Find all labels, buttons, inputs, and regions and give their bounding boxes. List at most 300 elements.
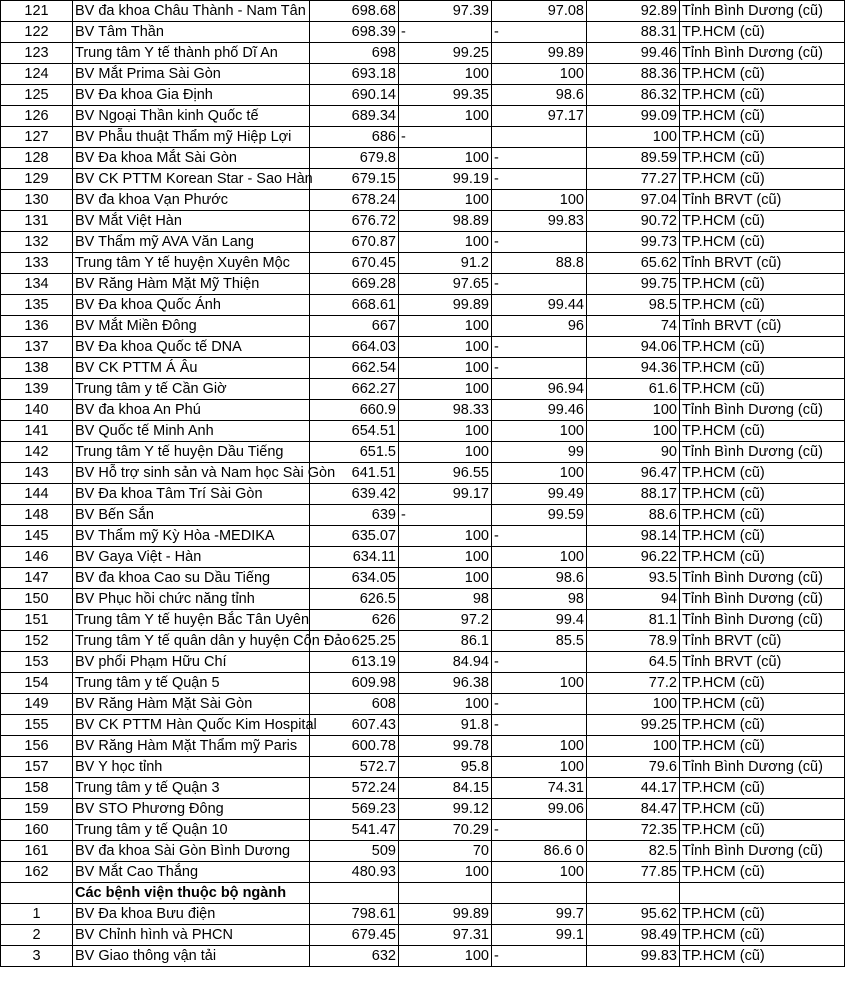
cell-score-3: 44.17 (587, 778, 680, 799)
cell-province: TP.HCM (cũ) (680, 715, 845, 736)
cell-hospital-name: Trung tâm Y tế huyện Dầu Tiếng (73, 442, 310, 463)
cell-row-number: 154 (1, 673, 73, 694)
cell-score-2: 85.5 (492, 631, 587, 652)
table-row (1, 610, 845, 631)
cell-score-3: 99.83 (587, 946, 680, 967)
cell-score-1: 100 (399, 232, 492, 253)
cell-hospital-name: BV Thẩm mỹ AVA Văn Lang (73, 232, 310, 253)
cell-province: TP.HCM (cũ) (680, 127, 845, 148)
cell-score-1: 95.8 (399, 757, 492, 778)
cell-score-3: 82.5 (587, 841, 680, 862)
cell-province: TP.HCM (cũ) (680, 862, 845, 883)
cell-score-2: - (492, 652, 587, 673)
cell-hospital-name: BV Mắt Việt Hàn (73, 211, 310, 232)
cell-score-3: 84.47 (587, 799, 680, 820)
cell-total-score: 698.68 (310, 1, 399, 22)
cell-hospital-name: BV phổi Phạm Hữu Chí (73, 652, 310, 673)
cell-hospital-name: BV Đa khoa Gia Định (73, 85, 310, 106)
cell-score-2: 100 (492, 862, 587, 883)
cell-hospital-name: BV Phục hồi chức năng tỉnh (73, 589, 310, 610)
cell-province: TP.HCM (cũ) (680, 799, 845, 820)
cell-row-number: 132 (1, 232, 73, 253)
cell-province: TP.HCM (cũ) (680, 169, 845, 190)
table-row (1, 799, 845, 820)
cell-province: TP.HCM (cũ) (680, 232, 845, 253)
cell-total-score: 798.61 (310, 904, 399, 925)
cell-score-2: - (492, 358, 587, 379)
cell-hospital-name: BV Phẫu thuật Thẩm mỹ Hiệp Lợi (73, 127, 310, 148)
cell-total-score: 654.51 (310, 421, 399, 442)
cell-score-1: 99.89 (399, 295, 492, 316)
table-row (1, 505, 845, 526)
cell-score-1: 98 (399, 589, 492, 610)
cell-score-3: 100 (587, 400, 680, 421)
cell-row-number: 136 (1, 316, 73, 337)
cell-province: TP.HCM (cũ) (680, 736, 845, 757)
cell-province: Tỉnh BRVT (cũ) (680, 316, 845, 337)
table-row (1, 148, 845, 169)
cell-score-2: 100 (492, 421, 587, 442)
cell-province: Tỉnh Bình Dương (cũ) (680, 841, 845, 862)
cell-row-number: 156 (1, 736, 73, 757)
cell-row-number: 140 (1, 400, 73, 421)
cell-score-1: 97.31 (399, 925, 492, 946)
cell-province: TP.HCM (cũ) (680, 694, 845, 715)
cell-score-3: 88.17 (587, 484, 680, 505)
cell-score-1: 100 (399, 148, 492, 169)
cell-province: TP.HCM (cũ) (680, 547, 845, 568)
cell-hospital-name: BV đa khoa An Phú (73, 400, 310, 421)
cell-score-2: 98.6 (492, 85, 587, 106)
table-row (1, 673, 845, 694)
cell-total-score: 572.24 (310, 778, 399, 799)
cell-row-number: 3 (1, 946, 73, 967)
table-row (1, 253, 845, 274)
cell-score-1: 96.55 (399, 463, 492, 484)
cell-score-3: 93.5 (587, 568, 680, 589)
table-row (1, 715, 845, 736)
cell-score-2: 100 (492, 463, 587, 484)
cell-total-score: 641.51 (310, 463, 399, 484)
cell-hospital-name: Trung tâm Y tế thành phố Dĩ An (73, 43, 310, 64)
cell-score-2: 99 (492, 442, 587, 463)
table-row (1, 64, 845, 85)
cell-hospital-name: BV Đa khoa Quốc tế DNA (73, 337, 310, 358)
cell-row-number: 139 (1, 379, 73, 400)
cell-hospital-name: BV STO Phương Đông (73, 799, 310, 820)
cell-score-2: 97.17 (492, 106, 587, 127)
cell-score-2: 99.1 (492, 925, 587, 946)
cell-row-number: 127 (1, 127, 73, 148)
cell-score-3: 99.09 (587, 106, 680, 127)
cell-score-3: 88.36 (587, 64, 680, 85)
cell-total-score: 670.45 (310, 253, 399, 274)
cell-score-3: 99.46 (587, 43, 680, 64)
cell-score-3: 64.5 (587, 652, 680, 673)
table-row (1, 295, 845, 316)
cell-score-2: 99.06 (492, 799, 587, 820)
cell-hospital-name: BV Chỉnh hình và PHCN (73, 925, 310, 946)
cell-total-score: 678.24 (310, 190, 399, 211)
cell-row-number: 145 (1, 526, 73, 547)
cell-score-1: - (399, 22, 492, 43)
cell-hospital-name: Trung tâm Y tế quân dân y huyện Côn Đảo (73, 631, 310, 652)
cell-row-number: 135 (1, 295, 73, 316)
cell-total-score: 608 (310, 694, 399, 715)
cell-row-number: 124 (1, 64, 73, 85)
cell-score-3: 77.85 (587, 862, 680, 883)
cell-score-2: 100 (492, 736, 587, 757)
cell-score-3: 94.06 (587, 337, 680, 358)
cell-hospital-name: BV CK PTTM Hàn Quốc Kim Hospital (73, 715, 310, 736)
cell-hospital-name: BV đa khoa Sài Gòn Bình Dương (73, 841, 310, 862)
cell-score-1: 99.25 (399, 43, 492, 64)
cell-score-2: 100 (492, 547, 587, 568)
cell-score-2: 100 (492, 190, 587, 211)
cell-score-3: 98.5 (587, 295, 680, 316)
cell-hospital-name: BV Giao thông vận tải (73, 946, 310, 967)
cell-score-2: 98 (492, 589, 587, 610)
cell-row-number: 160 (1, 820, 73, 841)
cell-province: Tỉnh BRVT (cũ) (680, 190, 845, 211)
cell-score-2: 96 (492, 316, 587, 337)
cell-score-3: 95.62 (587, 904, 680, 925)
cell-score-3: 100 (587, 694, 680, 715)
cell-row-number: 150 (1, 589, 73, 610)
cell-province: TP.HCM (cũ) (680, 778, 845, 799)
table-row (1, 85, 845, 106)
cell-score-3: 72.35 (587, 820, 680, 841)
cell-score-1: 100 (399, 421, 492, 442)
cell-total-score: 634.05 (310, 568, 399, 589)
table-row (1, 232, 845, 253)
cell-row-number: 134 (1, 274, 73, 295)
table-row (1, 169, 845, 190)
cell-score-2: - (492, 946, 587, 967)
table-row (1, 652, 845, 673)
table-row (1, 547, 845, 568)
cell-score-2: - (492, 148, 587, 169)
section-header-row (1, 883, 845, 904)
cell-hospital-name: BV đa khoa Châu Thành - Nam Tân (73, 1, 310, 22)
cell-hospital-name: BV CK PTTM Á Âu (73, 358, 310, 379)
cell-score-3: 81.1 (587, 610, 680, 631)
cell-score-2: 99.46 (492, 400, 587, 421)
table-row (1, 841, 845, 862)
cell-score-1: 100 (399, 526, 492, 547)
cell-row-number: 149 (1, 694, 73, 715)
table-row (1, 316, 845, 337)
table-row (1, 463, 845, 484)
cell-score-3: 88.6 (587, 505, 680, 526)
cell-row-number: 131 (1, 211, 73, 232)
cell-score-3: 88.31 (587, 22, 680, 43)
table-row (1, 190, 845, 211)
cell-province: TP.HCM (cũ) (680, 925, 845, 946)
cell-row-number: 2 (1, 925, 73, 946)
cell-score-2: 99.59 (492, 505, 587, 526)
cell-score-1: 97.39 (399, 1, 492, 22)
cell-hospital-name: BV đa khoa Cao su Dầu Tiếng (73, 568, 310, 589)
empty-cell (492, 883, 587, 904)
cell-score-2: 99.49 (492, 484, 587, 505)
cell-row-number: 141 (1, 421, 73, 442)
cell-score-3: 99.75 (587, 274, 680, 295)
cell-hospital-name: BV Đa khoa Mắt Sài Gòn (73, 148, 310, 169)
cell-score-2: 100 (492, 64, 587, 85)
cell-score-2: 100 (492, 673, 587, 694)
table-row (1, 379, 845, 400)
cell-hospital-name: BV CK PTTM Korean Star - Sao Hàn (73, 169, 310, 190)
cell-total-score: 607.43 (310, 715, 399, 736)
table-row (1, 484, 845, 505)
cell-score-3: 61.6 (587, 379, 680, 400)
cell-score-2: 96.94 (492, 379, 587, 400)
cell-total-score: 572.7 (310, 757, 399, 778)
cell-score-3: 100 (587, 736, 680, 757)
cell-score-3: 65.62 (587, 253, 680, 274)
cell-score-1: 84.15 (399, 778, 492, 799)
cell-score-1: 91.2 (399, 253, 492, 274)
cell-score-3: 90 (587, 442, 680, 463)
cell-province: Tỉnh BRVT (cũ) (680, 631, 845, 652)
cell-hospital-name: BV Răng Hàm Mặt Mỹ Thiện (73, 274, 310, 295)
cell-total-score: 625.25 (310, 631, 399, 652)
table-row (1, 400, 845, 421)
cell-hospital-name: BV Đa khoa Bưu điện (73, 904, 310, 925)
cell-total-score: 541.47 (310, 820, 399, 841)
cell-row-number: 159 (1, 799, 73, 820)
cell-row-number: 152 (1, 631, 73, 652)
cell-province: TP.HCM (cũ) (680, 673, 845, 694)
table-row (1, 631, 845, 652)
cell-score-1: - (399, 505, 492, 526)
cell-score-2 (492, 127, 587, 148)
table-row (1, 127, 845, 148)
cell-hospital-name: BV đa khoa Vạn Phước (73, 190, 310, 211)
cell-total-score: 662.54 (310, 358, 399, 379)
cell-row-number: 162 (1, 862, 73, 883)
cell-total-score: 480.93 (310, 862, 399, 883)
cell-score-3: 90.72 (587, 211, 680, 232)
cell-score-1: 100 (399, 64, 492, 85)
cell-score-2: 99.44 (492, 295, 587, 316)
cell-row-number: 155 (1, 715, 73, 736)
cell-total-score: 689.34 (310, 106, 399, 127)
empty-cell (399, 883, 492, 904)
table-row (1, 904, 845, 925)
cell-province: TP.HCM (cũ) (680, 274, 845, 295)
table-row (1, 778, 845, 799)
cell-score-1: 99.12 (399, 799, 492, 820)
cell-score-2: - (492, 715, 587, 736)
cell-hospital-name: BV Mắt Miền Đông (73, 316, 310, 337)
cell-hospital-name: BV Răng Hàm Mặt Thẩm mỹ Paris (73, 736, 310, 757)
cell-province: TP.HCM (cũ) (680, 358, 845, 379)
cell-score-1: 100 (399, 106, 492, 127)
cell-score-1: 98.89 (399, 211, 492, 232)
cell-province: Tỉnh Bình Dương (cũ) (680, 442, 845, 463)
cell-hospital-name: BV Y học tỉnh (73, 757, 310, 778)
cell-row-number: 1 (1, 904, 73, 925)
cell-total-score: 635.07 (310, 526, 399, 547)
cell-score-3: 92.89 (587, 1, 680, 22)
cell-total-score: 613.19 (310, 652, 399, 673)
cell-province: Tỉnh Bình Dương (cũ) (680, 610, 845, 631)
cell-province: TP.HCM (cũ) (680, 526, 845, 547)
cell-score-3: 78.9 (587, 631, 680, 652)
cell-total-score: 639 (310, 505, 399, 526)
cell-total-score: 698 (310, 43, 399, 64)
cell-total-score: 670.87 (310, 232, 399, 253)
table-row (1, 337, 845, 358)
cell-province: TP.HCM (cũ) (680, 463, 845, 484)
cell-province: TP.HCM (cũ) (680, 211, 845, 232)
cell-hospital-name: BV Đa khoa Tâm Trí Sài Gòn (73, 484, 310, 505)
cell-score-1: 99.35 (399, 85, 492, 106)
cell-province: TP.HCM (cũ) (680, 295, 845, 316)
cell-score-1: 96.38 (399, 673, 492, 694)
cell-score-1: 99.19 (399, 169, 492, 190)
cell-score-3: 74 (587, 316, 680, 337)
cell-total-score: 662.27 (310, 379, 399, 400)
cell-hospital-name: Trung tâm Y tế huyện Xuyên Mộc (73, 253, 310, 274)
cell-province: Tỉnh BRVT (cũ) (680, 253, 845, 274)
cell-province: Tỉnh Bình Dương (cũ) (680, 43, 845, 64)
cell-score-3: 94.36 (587, 358, 680, 379)
cell-score-1: 100 (399, 337, 492, 358)
table-row (1, 211, 845, 232)
cell-total-score: 626 (310, 610, 399, 631)
cell-total-score: 669.28 (310, 274, 399, 295)
table-row (1, 757, 845, 778)
cell-score-3: 98.49 (587, 925, 680, 946)
cell-total-score: 668.61 (310, 295, 399, 316)
cell-hospital-name: BV Hỗ trợ sinh sản và Nam học Sài Gòn (73, 463, 310, 484)
cell-total-score: 690.14 (310, 85, 399, 106)
cell-score-1: 100 (399, 316, 492, 337)
cell-hospital-name: BV Mắt Prima Sài Gòn (73, 64, 310, 85)
table-body (1, 1, 845, 967)
cell-hospital-name: Trung tâm y tế Quận 3 (73, 778, 310, 799)
table-row (1, 274, 845, 295)
cell-score-2: 99.83 (492, 211, 587, 232)
cell-score-3: 100 (587, 127, 680, 148)
table-row (1, 421, 845, 442)
cell-total-score: 632 (310, 946, 399, 967)
section-title: Các bệnh viện thuộc bộ ngành (73, 883, 310, 904)
empty-cell (1, 883, 73, 904)
table-row (1, 946, 845, 967)
cell-total-score: 509 (310, 841, 399, 862)
cell-province: TP.HCM (cũ) (680, 904, 845, 925)
cell-row-number: 158 (1, 778, 73, 799)
cell-score-2: 100 (492, 757, 587, 778)
cell-score-1: 98.33 (399, 400, 492, 421)
cell-total-score: 686 (310, 127, 399, 148)
cell-hospital-name: BV Đa khoa Quốc Ánh (73, 295, 310, 316)
cell-row-number: 126 (1, 106, 73, 127)
cell-row-number: 128 (1, 148, 73, 169)
cell-score-3: 86.32 (587, 85, 680, 106)
cell-score-1: 100 (399, 442, 492, 463)
cell-score-3: 89.59 (587, 148, 680, 169)
cell-score-3: 99.73 (587, 232, 680, 253)
cell-score-2: - (492, 820, 587, 841)
table-row (1, 862, 845, 883)
cell-province: TP.HCM (cũ) (680, 946, 845, 967)
cell-total-score: 626.5 (310, 589, 399, 610)
table-row (1, 820, 845, 841)
cell-province: TP.HCM (cũ) (680, 421, 845, 442)
cell-row-number: 125 (1, 85, 73, 106)
cell-score-1: 100 (399, 946, 492, 967)
cell-province: TP.HCM (cũ) (680, 484, 845, 505)
cell-score-1: 100 (399, 694, 492, 715)
cell-row-number: 129 (1, 169, 73, 190)
cell-province: TP.HCM (cũ) (680, 22, 845, 43)
cell-score-3: 77.2 (587, 673, 680, 694)
table-row (1, 736, 845, 757)
cell-province: TP.HCM (cũ) (680, 379, 845, 400)
cell-score-2: - (492, 169, 587, 190)
cell-hospital-name: BV Quốc tế Minh Anh (73, 421, 310, 442)
cell-row-number: 138 (1, 358, 73, 379)
cell-score-2: - (492, 694, 587, 715)
cell-score-3: 99.25 (587, 715, 680, 736)
cell-score-2: 98.6 (492, 568, 587, 589)
cell-score-2: - (492, 274, 587, 295)
cell-score-2: 99.4 (492, 610, 587, 631)
cell-score-3: 77.27 (587, 169, 680, 190)
cell-row-number: 143 (1, 463, 73, 484)
cell-total-score: 569.23 (310, 799, 399, 820)
cell-score-1: 97.65 (399, 274, 492, 295)
table-row (1, 589, 845, 610)
cell-province: Tỉnh Bình Dương (cũ) (680, 400, 845, 421)
table-row (1, 568, 845, 589)
cell-score-2: - (492, 526, 587, 547)
cell-score-1: 86.1 (399, 631, 492, 652)
cell-row-number: 146 (1, 547, 73, 568)
cell-score-2: 97.08 (492, 1, 587, 22)
cell-province: Tỉnh Bình Dương (cũ) (680, 589, 845, 610)
cell-score-2: 88.8 (492, 253, 587, 274)
table-row (1, 1, 845, 22)
table-row (1, 106, 845, 127)
table-row (1, 694, 845, 715)
cell-row-number: 130 (1, 190, 73, 211)
cell-province: TP.HCM (cũ) (680, 64, 845, 85)
cell-row-number: 148 (1, 505, 73, 526)
cell-score-3: 97.04 (587, 190, 680, 211)
table-row (1, 358, 845, 379)
cell-row-number: 122 (1, 22, 73, 43)
cell-row-number: 151 (1, 610, 73, 631)
cell-row-number: 121 (1, 1, 73, 22)
cell-score-1: 91.8 (399, 715, 492, 736)
table-row (1, 43, 845, 64)
cell-total-score: 679.45 (310, 925, 399, 946)
cell-hospital-name: BV Răng Hàm Mặt Sài Gòn (73, 694, 310, 715)
cell-hospital-name: BV Tâm Thần (73, 22, 310, 43)
empty-cell (680, 883, 845, 904)
cell-province: TP.HCM (cũ) (680, 106, 845, 127)
cell-score-1: 99.17 (399, 484, 492, 505)
cell-score-1: 100 (399, 379, 492, 400)
table-row (1, 925, 845, 946)
cell-province: TP.HCM (cũ) (680, 337, 845, 358)
